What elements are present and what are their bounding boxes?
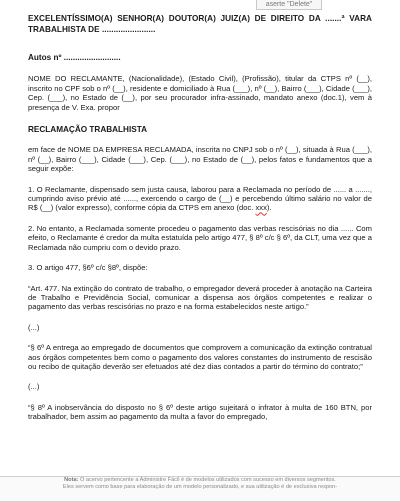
footer-note-line-2: Eles servem como base para elaboração de um modelo personalizado, e sua utilização é de exclusiva respon- [62,484,338,491]
autos-line: Autos nº ......................... [28,53,121,62]
item-1-text: 1. O Reclamante, dispensado sem justa causa, laborou para a Reclamada no período de ...... a ......., cumprindo aviso prévio até ......, exercendo o cargo de (__) e percebendo último salário no valor de R$ (__) (valor expresso), conforme cópia da CTPS em anexo (doc. [28,184,372,213]
intro-paragraph: NOME DO RECLAMANTE, (Nacionalidade), (Estado Civil), (Profissão), titular da CTPS nº (__), inscrito no CPF sob o nº (__), residente e domiciliado à Rua (___), nº (__), Bairro (___), Cidade (___), Cep. (___), no Estado de (__), por seu procurador infra-assinado, mandato anexo (doc.1), vem à presença de V. Exa. propor [28,74,372,112]
ellipsis-1: (...) [28,322,40,332]
ellipsis-2: (...) [28,382,40,392]
document-page [28,14,372,422]
quote-paragraph-6: “§ 6º A entrega ao empregado de documentos que comprovem a comunicação da extinção contratual aos órgãos competentes bem como o pagamento dos valores constantes do instrumento de rescisão ou recibo de quitação deverão ser efetuados até dez dias contados a partir do término do contrato;” [28,343,372,371]
item-1-paragraph [28,185,372,213]
item-1-end: ). [266,203,272,213]
empresa-paragraph: em face de NOME DA EMPRESA RECLAMADA, inscrita no CNPJ sob o nº (__), situada à Rua (___), nº (__), Bairro (___), Cidade (___), Cep. (___), no Estado de (__), pelos fatos e fundamentos que a seguir expõe: [28,145,372,174]
doc-reference: xxx [255,203,267,213]
delete-badge[interactable]: aserte "Delete" [256,0,322,10]
quote-paragraph-8: “§ 8º A inobservância do disposto no § 6º deste artigo sujeitará o infrator à multa de 160 BTN, por trabalhador, bem assim ao pagamento da multa a favor do empregado, [28,402,372,422]
quote-art-477: “Art. 477. Na extinção do contrato de trabalho, o empregador deverá proceder à anotação na Carteira de Trabalho e Previdência Social, comunicar a dispensa aos órgãos competentes e realizar o pagamento das verbas rescisórias no prazo e na forma estabelecidos neste artigo.” [28,283,372,312]
footer-note [0,476,400,501]
item-2-paragraph: 2. No entanto, a Reclamada somente procedeu o pagamento das verbas rescisórias no dia ...... Com efeito, o Reclamante é credor da multa estatuída pelo artigo 477, § 8º c/c § 6º, da CLT, uma vez que a Reclamada não cumpriu com o devido prazo. [28,223,372,252]
document-header: EXCELENTÍSSIMO(A) SENHOR(A) DOUTOR(A) JUIZ(A) DE DIREITO DA .......ª VARA TRABALHISTA DE ....................... [28,14,372,34]
footer-note-line-1: O acervo pertencente a Administre Fácil é de modelos utilizados com sucesso em diversos segmentos. [78,477,336,483]
footer-note-lead: Nota: [64,477,79,483]
item-3-paragraph: 3. O artigo 477, §6º c/c §8º, dispõe: [28,263,148,273]
section-title: RECLAMAÇÃO TRABALHISTA [28,125,148,135]
